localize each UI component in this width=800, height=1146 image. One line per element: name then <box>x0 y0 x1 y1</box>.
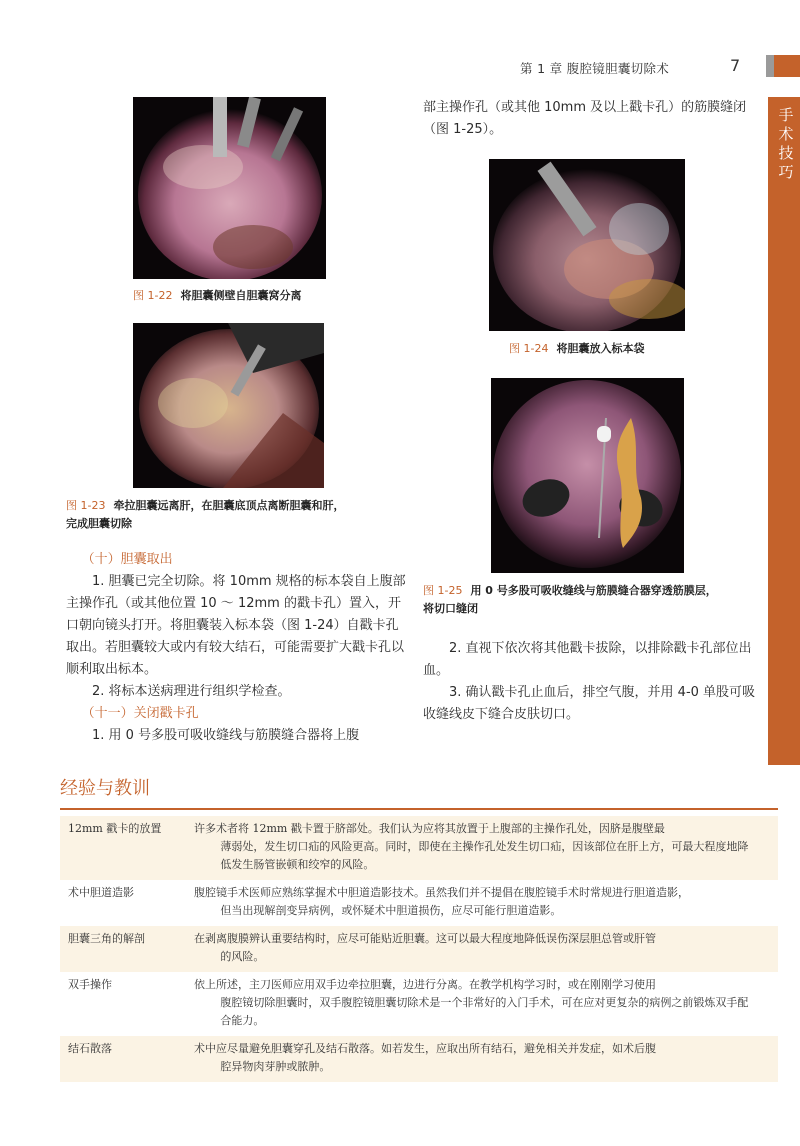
figure-1-23-caption <box>66 497 406 533</box>
side-tab-char: 技 <box>778 144 794 162</box>
figure-number: 图 1-25 <box>423 584 463 597</box>
lessons-row-value <box>194 976 770 1030</box>
lessons-row-value <box>194 1040 770 1076</box>
section-heading-10: （十）胆囊取出 <box>81 552 173 567</box>
lessons-row-key: 双手操作 <box>68 978 112 991</box>
figure-1-22-caption <box>133 287 301 305</box>
lessons-row-continuation: 腔异物肉芽肿或脓肿。 <box>220 1060 331 1073</box>
paragraph: 1. 胆囊已完全切除。将 10mm 规格的标本袋自上腹部主操作孔（或其他位置 10 ～ 12mm 的戳卡孔）置入，开口朝向镜头打开。将胆囊装入标本袋（图 1-24）自戳卡孔取出。若胆囊较大或内有较大结石，可能需要扩大戳卡孔以顺利取出标本。 <box>66 574 406 677</box>
lessons-row <box>60 972 778 1036</box>
figure-number: 图 1-23 <box>66 499 106 512</box>
lessons-title: 经验与教训 <box>60 778 150 799</box>
lessons-row-first-line: 依上所述，主刀医师应用双手边牵拉胆囊，边进行分离。在教学机构学习时，或在刚刚学习使用 <box>194 978 656 991</box>
header-orange-block <box>774 55 800 77</box>
figure-1-24-photo <box>489 159 685 331</box>
side-tab-char: 手 <box>778 106 794 124</box>
header-grey-block <box>766 55 774 77</box>
lessons-title-rule <box>60 808 778 810</box>
paragraph-continuation: 部主操作孔（或其他 10mm 及以上戳卡孔）的筋膜缝闭（图 1-25）。 <box>423 100 747 137</box>
lessons-row <box>60 1036 778 1082</box>
side-tab-char: 术 <box>778 125 794 143</box>
lessons-row-continuation: 腹腔镜切除胆囊时，双手腹腔镜胆囊切除术是一个非常好的入门手术，可在应对更复杂的病例之前锻炼双手配合能力。 <box>220 996 749 1027</box>
figure-1-25-photo <box>491 378 684 573</box>
figure-1-25-caption <box>423 582 768 618</box>
side-section-tab <box>768 97 800 765</box>
paragraph: 2. 直视下依次将其他戳卡拔除，以排除戳卡孔部位出血。 <box>423 641 752 678</box>
figure-1-23-photo <box>133 323 324 488</box>
lessons-row-key: 结石散落 <box>68 1042 112 1055</box>
lessons-row-value <box>194 930 770 966</box>
lessons-row-value <box>194 820 770 874</box>
left-column-text <box>66 549 410 747</box>
running-header-chapter: 第 1 章 腹腔镜胆囊切除术 <box>520 61 670 76</box>
lessons-row-first-line: 许多术者将 12mm 戳卡置于脐部处。我们认为应将其放置于上腹部的主操作孔处，因脐是腹壁最 <box>194 822 665 835</box>
lessons-row-continuation: 薄弱处，发生切口疝的风险更高。同时，即使在主操作孔处发生切口疝，因该部位在肝上方，可最大程度地降低发生肠管嵌顿和绞窄的风险。 <box>220 840 749 871</box>
figure-caption-text: 将胆囊放入标本袋 <box>556 342 645 355</box>
figure-caption-line: 将切口缝闭 <box>423 602 478 615</box>
figure-1-22-photo <box>133 97 326 279</box>
paragraph: 3. 确认戳卡孔止血后，排空气腹，并用 4-0 单股可吸收缝线皮下缝合皮肤切口。 <box>423 685 756 722</box>
lessons-row-key: 12mm 戳卡的放置 <box>68 822 162 835</box>
lessons-row <box>60 926 778 972</box>
side-tab-label <box>776 106 796 182</box>
figure-caption-line: 用 0 号多股可吸收缝线与筋膜缝合器穿透筋膜层， <box>470 584 717 597</box>
lessons-row-key: 胆囊三角的解剖 <box>68 932 145 945</box>
paragraph: 1. 用 0 号多股可吸收缝线与筋膜缝合器将上腹 <box>92 728 360 743</box>
figure-number: 图 1-24 <box>509 342 549 355</box>
figure-number: 图 1-22 <box>133 289 173 302</box>
lessons-row-continuation: 但当出现解剖变异病例，或怀疑术中胆道损伤，应尽可能行胆道造影。 <box>220 904 562 917</box>
lessons-row-first-line: 在剥离腹膜辨认重要结构时，应尽可能贴近胆囊。这可以最大程度地降低误伤深层胆总管或肝管 <box>194 932 656 945</box>
figure-caption-text: 将胆囊侧壁自胆囊窝分离 <box>180 289 302 302</box>
side-tab-char: 巧 <box>778 163 794 181</box>
page-number: 7 <box>730 56 741 75</box>
section-heading-11: （十一）关闭戳卡孔 <box>81 706 199 721</box>
figure-caption-line: 牵拉胆囊远离肝，在胆囊底顶点离断胆囊和肝， <box>113 499 345 512</box>
right-column-bottom-text <box>423 638 759 726</box>
lessons-row <box>60 816 778 880</box>
lessons-row-first-line: 腹腔镜手术医师应熟练掌握术中胆道造影技术。虽然我们并不提倡在腹腔镜手术时常规进行胆道造影， <box>194 886 689 899</box>
lessons-row-first-line: 术中应尽量避免胆囊穿孔及结石散落。如若发生，应取出所有结石，避免相关并发症，如术后腹 <box>194 1042 656 1055</box>
lessons-row <box>60 880 778 926</box>
lessons-row-continuation: 的风险。 <box>220 950 265 963</box>
lessons-row-value <box>194 884 770 920</box>
figure-caption-line: 完成胆囊切除 <box>66 517 132 530</box>
lessons-row-key: 术中胆道造影 <box>68 886 134 899</box>
paragraph: 2. 将标本送病理进行组织学检查。 <box>92 684 291 699</box>
lessons-table <box>60 816 778 1082</box>
right-column-top-text <box>423 97 763 141</box>
figure-1-24-caption <box>509 340 644 358</box>
